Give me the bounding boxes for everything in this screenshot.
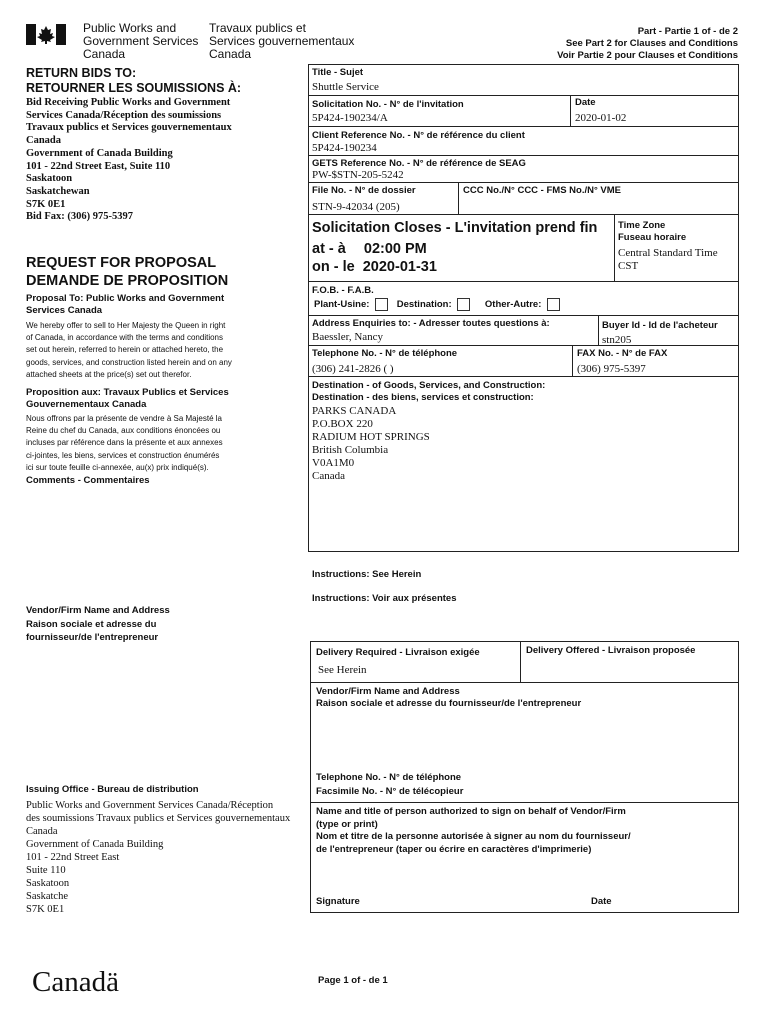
date-label: Date	[575, 97, 596, 108]
fax-label: FAX No. - N° de FAX	[577, 348, 668, 359]
fax-value: (306) 975-5397	[577, 363, 646, 375]
timezone-value: Central Standard Time CST	[618, 247, 718, 272]
see-part-en: See Part 2 for Clauses and Conditions	[565, 38, 738, 49]
canada-wordmark: Canadä	[32, 966, 119, 998]
closes-title: Solicitation Closes - L'invitation prend fin	[312, 220, 598, 236]
instructions-fr: Instructions: Voir aux présentes	[312, 593, 457, 604]
solicitation-value: 5P424-190234/A	[312, 112, 388, 124]
see-part-fr: Voir Partie 2 pour Clauses et Conditions	[557, 50, 738, 61]
comments-label: Comments - Commentaires	[26, 475, 150, 486]
closes-date-row	[312, 259, 437, 275]
maple-leaf-icon	[26, 24, 66, 45]
title-value: Shuttle Service	[312, 81, 379, 93]
department-name-fr: Travaux publics et Services gouvernementaux Canada	[209, 21, 355, 61]
authorized-signer-label: Name and title of person authorized to sign on behalf of Vendor/Firm (type or print) Nom et titre de la personne autorisée à signer au nom du fournisseur/ de l'entrepreneur (taper ou écrire en caractères d'imprimerie)	[316, 806, 631, 855]
buyer-id-label: Buyer Id - Id de l'acheteur	[602, 320, 718, 331]
ccc-label: CCC No./N° CCC - FMS No./N° VME	[463, 185, 622, 196]
instructions-en: Instructions: See Herein	[312, 569, 422, 580]
proposition-body: Nous offrons par la présente de vendre à Sa Majesté la Reine du chef du Canada, aux conditions énoncées ou incluses par référence dans la présente et aux annexes ci-jointes, les biens, services et construction énumérés ici sur toute feuille ci-annexée, au(x) prix indiqué(s).	[26, 414, 223, 472]
client-ref-label: Client Reference No. - N° de référence du client	[312, 130, 525, 141]
plant-checkbox[interactable]	[375, 298, 388, 311]
plant-label: Plant-Usine:	[314, 299, 370, 311]
telephone-value: (306) 241-2826 ( )	[312, 363, 394, 375]
buyer-id-value: stn205	[602, 334, 632, 346]
authorized-signer-field[interactable]	[314, 860, 734, 890]
address-enquiries-label: Address Enquiries to: - Adresser toutes questions à:	[312, 318, 550, 329]
delivery-required-value: See Herein	[318, 664, 367, 676]
vendor-phone-label: Telephone No. - N° de téléphone	[316, 772, 462, 783]
delivery-required-label: Delivery Required - Livraison exigée	[316, 647, 480, 658]
other-label: Other-Autre:	[484, 299, 542, 311]
issuing-office-label: Issuing Office - Bureau de distribution	[26, 784, 199, 795]
vendor-fax-label: Facsimile No. - N° de télécopieur	[316, 786, 464, 797]
rfp-title: REQUEST FOR PROPOSAL DEMANDE DE PROPOSITION	[26, 255, 229, 289]
vendor-firm-label: Vendor/Firm Name and Address Raison sociale et adresse du fournisseur/de l'entrepreneur	[316, 686, 582, 709]
client-ref-value: 5P424-190234	[312, 142, 377, 154]
destination-checkbox[interactable]	[457, 298, 470, 311]
at-label: at - à	[312, 241, 346, 257]
on-label: on - le	[312, 259, 355, 275]
department-name-en: Public Works and Government Services Canada	[83, 21, 199, 61]
destination-label: Destination:	[396, 299, 452, 311]
vendor-firm-field[interactable]	[314, 712, 734, 767]
signature-label: Signature	[316, 896, 360, 907]
signature-date-label: Date	[591, 896, 612, 907]
file-value: STN-9-42034 (205)	[312, 201, 400, 213]
file-label: File No. - N° de dossier	[312, 185, 416, 196]
gets-value: PW-$STN-205-5242	[312, 169, 404, 181]
proposition-heading: Proposition aux: Travaux Publics et Services Gouvernementaux Canada	[26, 387, 229, 410]
address-enquiries-value: Baessler, Nancy	[312, 331, 384, 343]
solicitation-label: Solicitation No. - N° de l'invitation	[312, 99, 464, 110]
fob-label: F.O.B. - F.A.B.	[312, 285, 374, 296]
gets-label: GETS Reference No. - N° de référence de SEAG	[312, 158, 526, 169]
part-of-text: Part - Partie 1 of - de 2	[637, 26, 738, 37]
return-bids-title: RETURN BIDS TO: RETOURNER LES SOUMISSIONS À:	[26, 66, 242, 95]
close-time: 02:00 PM	[363, 241, 427, 257]
page-number: Page 1 of - de 1	[318, 975, 388, 986]
proposal-to-body: We hereby offer to sell to Her Majesty the Queen in right of Canada, in accordance with the terms and conditions set out herein, referred to herein or attached hereto, the goods, services, and construction listed herein and on any attached sheets at the price(s) set out therefor.	[26, 321, 232, 379]
destination-address: PARKS CANADA P.O.BOX 220 RADIUM HOT SPRINGS British Columbia V0A1M0 Canada	[312, 405, 430, 482]
proposal-to-heading: Proposal To: Public Works and Government Services Canada	[26, 293, 225, 316]
delivery-offered-field[interactable]	[524, 660, 734, 680]
destination-goods-label: Destination - of Goods, Services, and Construction: Destination - des biens, services et construction:	[312, 380, 546, 403]
timezone-label: Time Zone Fuseau horaire	[618, 220, 687, 243]
closes-time-row	[312, 241, 427, 257]
return-bids-address: Bid Receiving Public Works and Government Services Canada/Réception des soumissions Travaux publics et Services gouvernementaux Canada Government of Canada Building 101 - 22nd Street East, Suite 110 Saskatoon Saskatchewan S7K 0E1 Bid Fax: (306) 975-5397	[26, 97, 232, 223]
issuing-office-address: Public Works and Government Services Canada/Réception des soumissions Travaux publics et Services gouvernementaux Canada Government of Canada Building 101 - 22nd Street East Suite 110 Saskatoon Saskatche S7K 0E1	[26, 800, 291, 915]
other-checkbox[interactable]	[547, 298, 560, 311]
part-info	[557, 26, 738, 62]
vendor-left-label: Vendor/Firm Name and Address Raison sociale et adresse du fournisseur/de l'entrepreneur	[26, 605, 170, 643]
canada-flag-logo	[26, 24, 66, 45]
fob-options	[314, 298, 560, 311]
title-label: Title - Sujet	[312, 67, 364, 78]
close-date: 2020-01-31	[362, 259, 437, 275]
date-value: 2020-01-02	[575, 112, 627, 124]
delivery-offered-label: Delivery Offered - Livraison proposée	[526, 645, 696, 656]
telephone-label: Telephone No. - N° de téléphone	[312, 348, 458, 359]
